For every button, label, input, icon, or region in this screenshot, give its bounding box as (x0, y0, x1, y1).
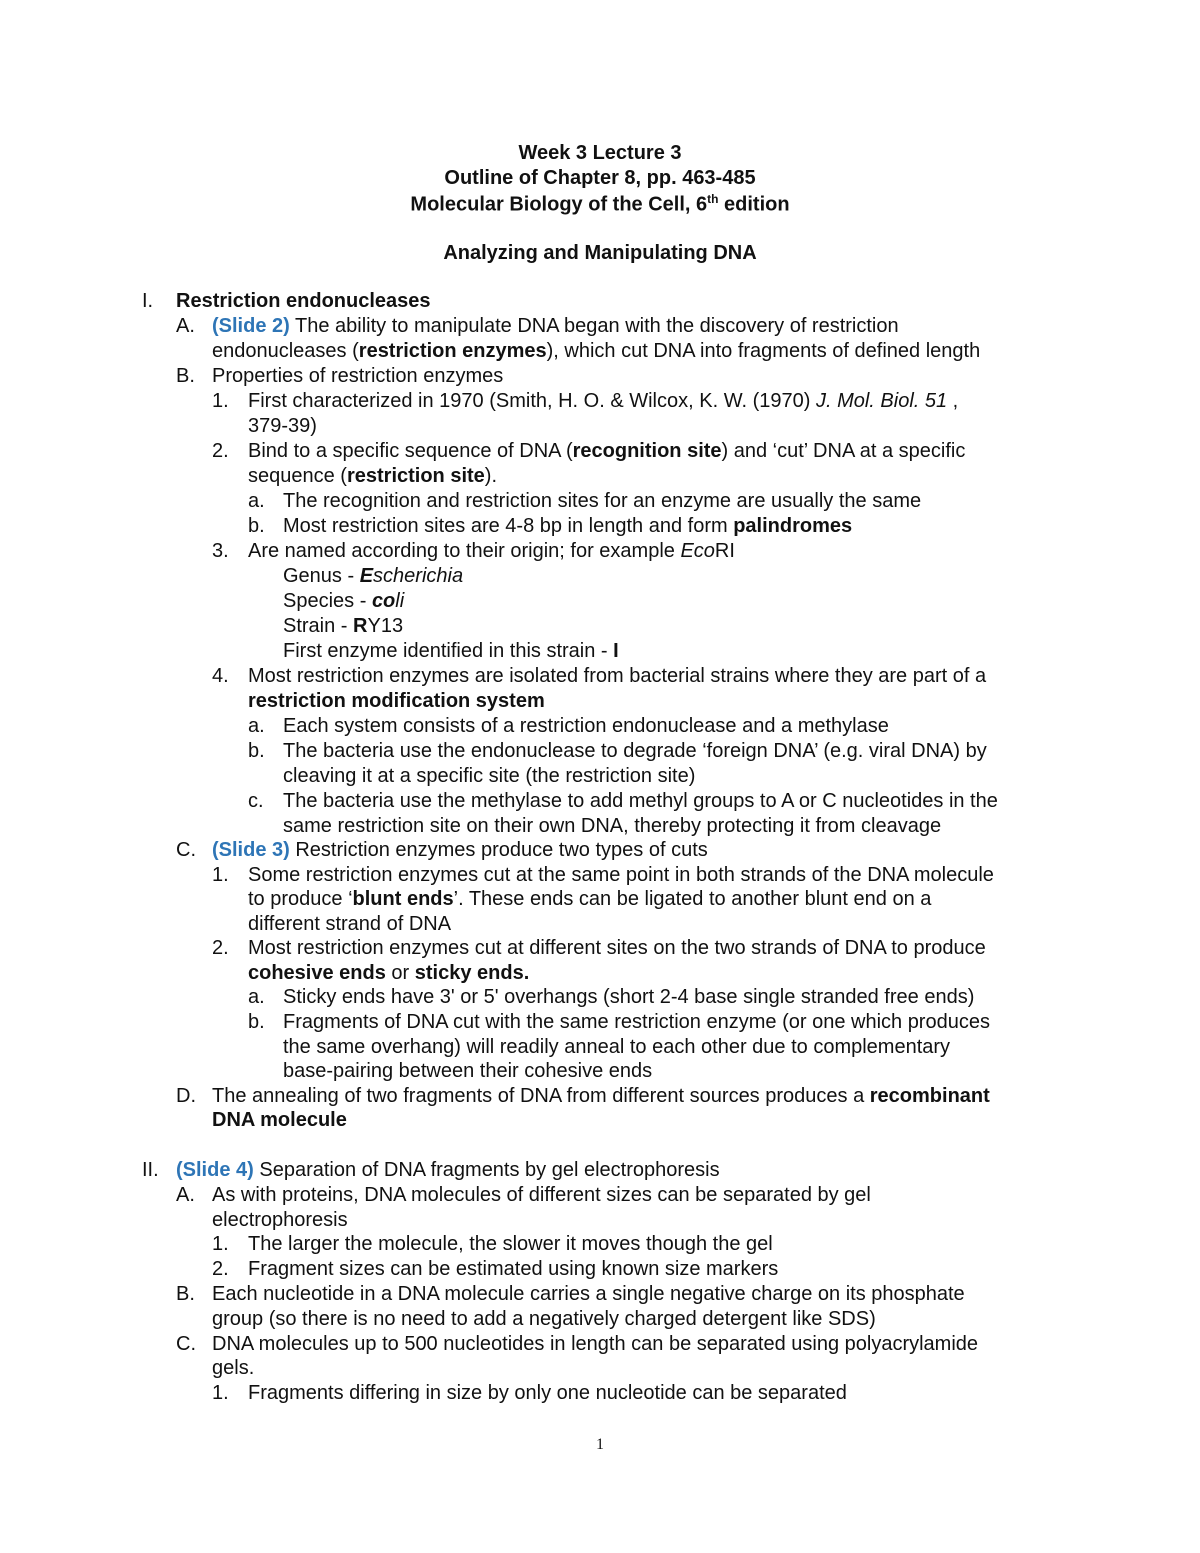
s2-item-c-line2: gels. (212, 1357, 255, 1379)
s1-c2-line1: 2. Most restriction enzymes cut at different sites on the two strands of DNA to produce (212, 937, 986, 959)
s1-item-c: C. (Slide 3) Restriction enzymes produce two types of cuts (176, 839, 708, 861)
s1-b2-line1: 2. Bind to a specific sequence of DNA (recognition site) and ‘cut’ DNA at a specific (212, 440, 966, 462)
s1-b2a: a. The recognition and restriction sites for an enzyme are usually the same (248, 490, 922, 512)
header-chapter-outline: Outline of Chapter 8, pp. 463-485 (444, 167, 756, 189)
section-1-heading: I. Restriction endonucleases (142, 290, 431, 312)
s1-b4-line2: restriction modification system (248, 690, 545, 712)
s2-item-b-line1: B. Each nucleotide in a DNA molecule carries a single negative charge on its phosphate (176, 1283, 965, 1305)
s1-c2-line2: cohesive ends or sticky ends. (248, 962, 530, 984)
s1-c1-line1: 1. Some restriction enzymes cut at the same point in both strands of the DNA molecule (212, 864, 994, 886)
s2-item-b-line2: group (so there is no need to add a negatively charged detergent like SDS) (212, 1308, 876, 1330)
s1-b4b-line2: cleaving it at a specific site (the restriction site) (283, 765, 696, 787)
s1-item-d-line1: D. The annealing of two fragments of DNA from different sources produces a recombinant (176, 1085, 990, 1107)
s1-b4a: a. Each system consists of a restriction endonuclease and a methylase (248, 715, 889, 737)
s1-item-b: B. Properties of restriction enzymes (176, 365, 504, 387)
s1-b3: 3. Are named according to their origin; for example EcoRI (212, 540, 735, 562)
s1-c2b-line2: the same overhang) will readily anneal to each other due to complementary (283, 1036, 951, 1058)
page-number: 1 (596, 1436, 604, 1453)
s1-c2b-line1: b. Fragments of DNA cut with the same restriction enzyme (or one which produces (248, 1011, 990, 1033)
s1-b2-line2: sequence (restriction site). (248, 465, 498, 487)
s1-b4-line1: 4. Most restriction enzymes are isolated from bacterial strains where they are part of a (212, 665, 987, 687)
s1-b1-line2: 379-39) (248, 415, 317, 437)
s2-a1: 1. The larger the molecule, the slower it moves though the gel (212, 1233, 773, 1255)
s1-c2a: a. Sticky ends have 3' or 5' overhangs (short 2-4 base single stranded free ends) (248, 986, 975, 1008)
s1-b3-first-enzyme: First enzyme identified in this strain - I (283, 640, 619, 662)
s1-b3-strain: Strain - RY13 (283, 615, 404, 637)
section-2-heading: II. (Slide 4) Separation of DNA fragments by gel electrophoresis (142, 1159, 720, 1181)
s2-item-a-line1: A. As with proteins, DNA molecules of different sizes can be separated by gel (176, 1184, 871, 1206)
s1-item-a-line1: A. (Slide 2) The ability to manipulate DNA began with the discovery of restriction (176, 315, 899, 337)
header-textbook: Molecular Biology of the Cell, 6th edition (410, 192, 790, 216)
s2-a2: 2. Fragment sizes can be estimated using known size markers (212, 1258, 779, 1280)
s2-c1: 1. Fragments differing in size by only one nucleotide can be separated (212, 1382, 847, 1404)
s2-item-a-line2: electrophoresis (212, 1209, 348, 1231)
s1-c1-line3: different strand of DNA (248, 913, 452, 935)
s2-item-c-line1: C. DNA molecules up to 500 nucleotides in length can be separated using polyacrylamide (176, 1333, 979, 1355)
s1-c1-line2: to produce ‘blunt ends’. These ends can be ligated to another blunt end on a (248, 888, 932, 910)
header-week-lecture: Week 3 Lecture 3 (518, 142, 682, 164)
s1-b2b: b. Most restriction sites are 4-8 bp in length and form palindromes (248, 515, 853, 537)
s1-b4c-line2: same restriction site on their own DNA, thereby protecting it from cleavage (283, 815, 942, 837)
s1-b4b-line1: b. The bacteria use the endonuclease to degrade ‘foreign DNA’ (e.g. viral DNA) by (248, 740, 987, 762)
s1-b1-line1: 1. First characterized in 1970 (Smith, H. O. & Wilcox, K. W. (1970) J. Mol. Biol. 51 , (212, 390, 959, 412)
s1-b4c-line1: c. The bacteria use the methylase to add methyl groups to A or C nucleotides in the (248, 790, 998, 812)
s1-item-d-line2: DNA molecule (212, 1109, 347, 1131)
s1-b3-genus: Genus - Escherichia (283, 565, 464, 587)
s1-c2b-line3: base-pairing between their cohesive ends (283, 1060, 653, 1082)
s1-item-a-line2: endonucleases (restriction enzymes), which cut DNA into fragments of defined length (212, 340, 981, 362)
document-title: Analyzing and Manipulating DNA (443, 242, 757, 264)
s1-b3-species: Species - coli (283, 590, 405, 612)
